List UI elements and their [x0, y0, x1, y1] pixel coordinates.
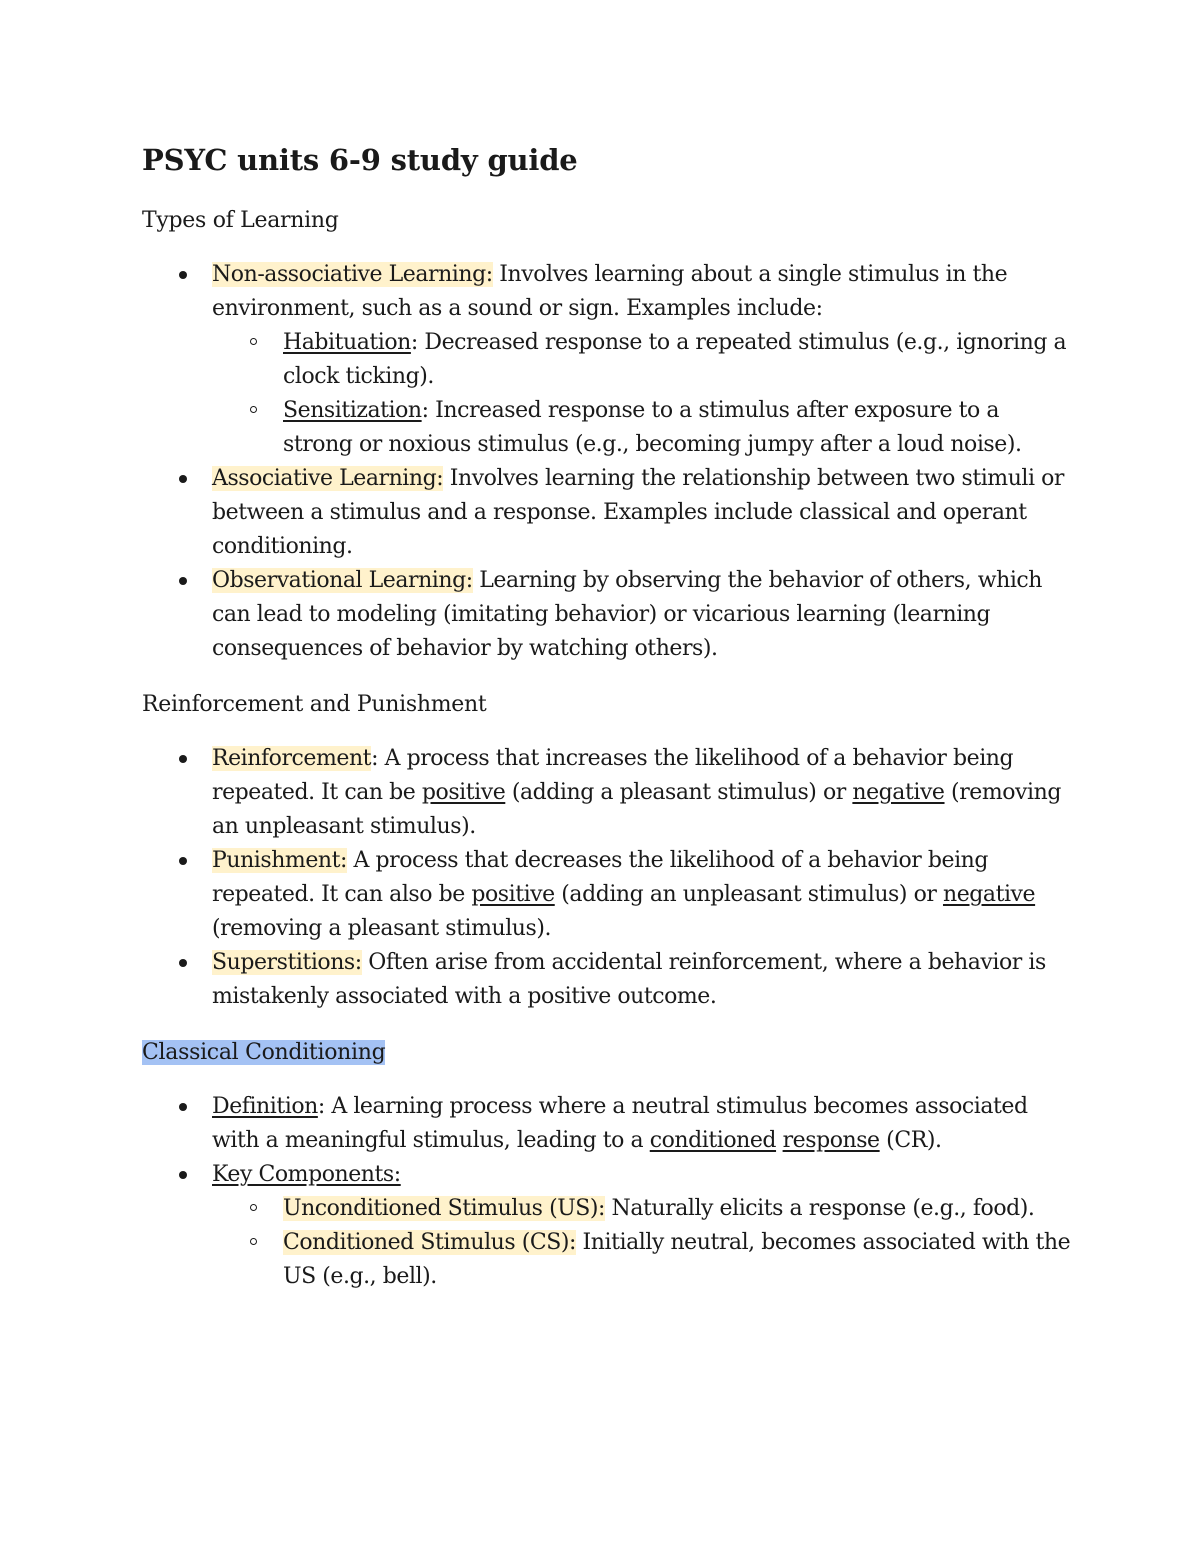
term-sensitization: Sensitization [283, 398, 422, 423]
description-superstitions: Often arise from accidental reinforcement, where a behavior is mistakenly associated with a positive outcome. [212, 950, 1046, 1009]
description-non-associative: Involves learning about a single stimulus in the environment, such as a sound or sign. Examples include: [212, 262, 1008, 321]
reinforcement-punishment-list [142, 742, 1072, 1014]
list-item-habituation [212, 326, 1072, 394]
list-item-unconditioned-stimulus [212, 1192, 1072, 1226]
types-of-learning-list [142, 258, 1072, 666]
non-associative-examples-list [212, 326, 1072, 462]
description-conditioned-stimulus: Initially neutral, becomes associated with the US (e.g., bell). [283, 1230, 1071, 1289]
term-unconditioned-stimulus: Unconditioned Stimulus (US): [283, 1196, 606, 1221]
term-positive-punishment: positive [471, 882, 555, 907]
term-superstitions: Superstitions: [212, 950, 362, 975]
list-item-sensitization [212, 394, 1072, 462]
list-item-non-associative [142, 258, 1072, 462]
list-item-reinforcement: Reinforcement: A process that increases the likelihood of a behavior being repeated. It can be positive (adding a pleasant stimulus) or negative (removing an unpleasant stimulus). [142, 742, 1072, 844]
description-observational: Learning by observing the behavior of others, which can lead to modeling (imitating behavior) or vicarious learning (learning consequences of behavior by watching others). [212, 568, 1042, 661]
term-negative-punishment: negative [942, 882, 1036, 907]
description-unconditioned-stimulus: Naturally elicits a response (e.g., food). [605, 1196, 1035, 1221]
list-item-key-components [142, 1158, 1072, 1294]
term-definition: Definition [212, 1094, 318, 1119]
section-heading-reinforcement-punishment: Reinforcement and Punishment [142, 692, 487, 717]
term-non-associative: Non-associative Learning: [212, 262, 493, 287]
description-sensitization: : Increased response to a stimulus after exposure to a strong or noxious stimulus (e.g., becoming jumpy after a loud noise). [283, 398, 1022, 457]
list-item-associative [142, 462, 1072, 564]
document-title: PSYC units 6-9 study guide [142, 143, 578, 177]
term-response: response [782, 1128, 880, 1153]
key-components-list [212, 1192, 1072, 1294]
list-item-observational [142, 564, 1072, 666]
term-conditioned-stimulus: Conditioned Stimulus (CS): [283, 1230, 577, 1255]
term-reinforcement: Reinforcement [212, 746, 372, 771]
term-key-components: Key Components: [212, 1162, 401, 1187]
term-negative-reinforcement: negative [852, 780, 945, 805]
list-item-superstitions [142, 946, 1072, 1014]
description-associative: Involves learning the relationship between two stimuli or between a stimulus and a response. Examples include classical and operant conditioning. [212, 466, 1065, 559]
term-observational: Observational Learning: [212, 568, 473, 593]
section-heading-classical-conditioning: Classical Conditioning [142, 1040, 386, 1065]
list-item-conditioned-stimulus [212, 1226, 1072, 1294]
description-habituation: : Decreased response to a repeated stimulus (e.g., ignoring a clock ticking). [283, 330, 1067, 389]
list-item-punishment: Punishment: A process that decreases the likelihood of a behavior being repeated. It can also be positive (adding an unpleasant stimulus) or negative (removing a pleasant stimulus). [142, 844, 1072, 946]
document-page [142, 140, 1072, 1294]
term-conditioned: conditioned [649, 1128, 777, 1153]
classical-conditioning-list [142, 1090, 1072, 1294]
term-associative: Associative Learning: [212, 466, 444, 491]
section-heading-types-of-learning: Types of Learning [142, 208, 339, 233]
list-item-definition: Definition: A learning process where a neutral stimulus becomes associated with a meaningful stimulus, leading to a conditioned response (CR). [142, 1090, 1072, 1158]
term-habituation: Habituation [283, 330, 411, 355]
term-positive-reinforcement: positive [421, 780, 506, 805]
term-punishment: Punishment: [212, 848, 347, 873]
